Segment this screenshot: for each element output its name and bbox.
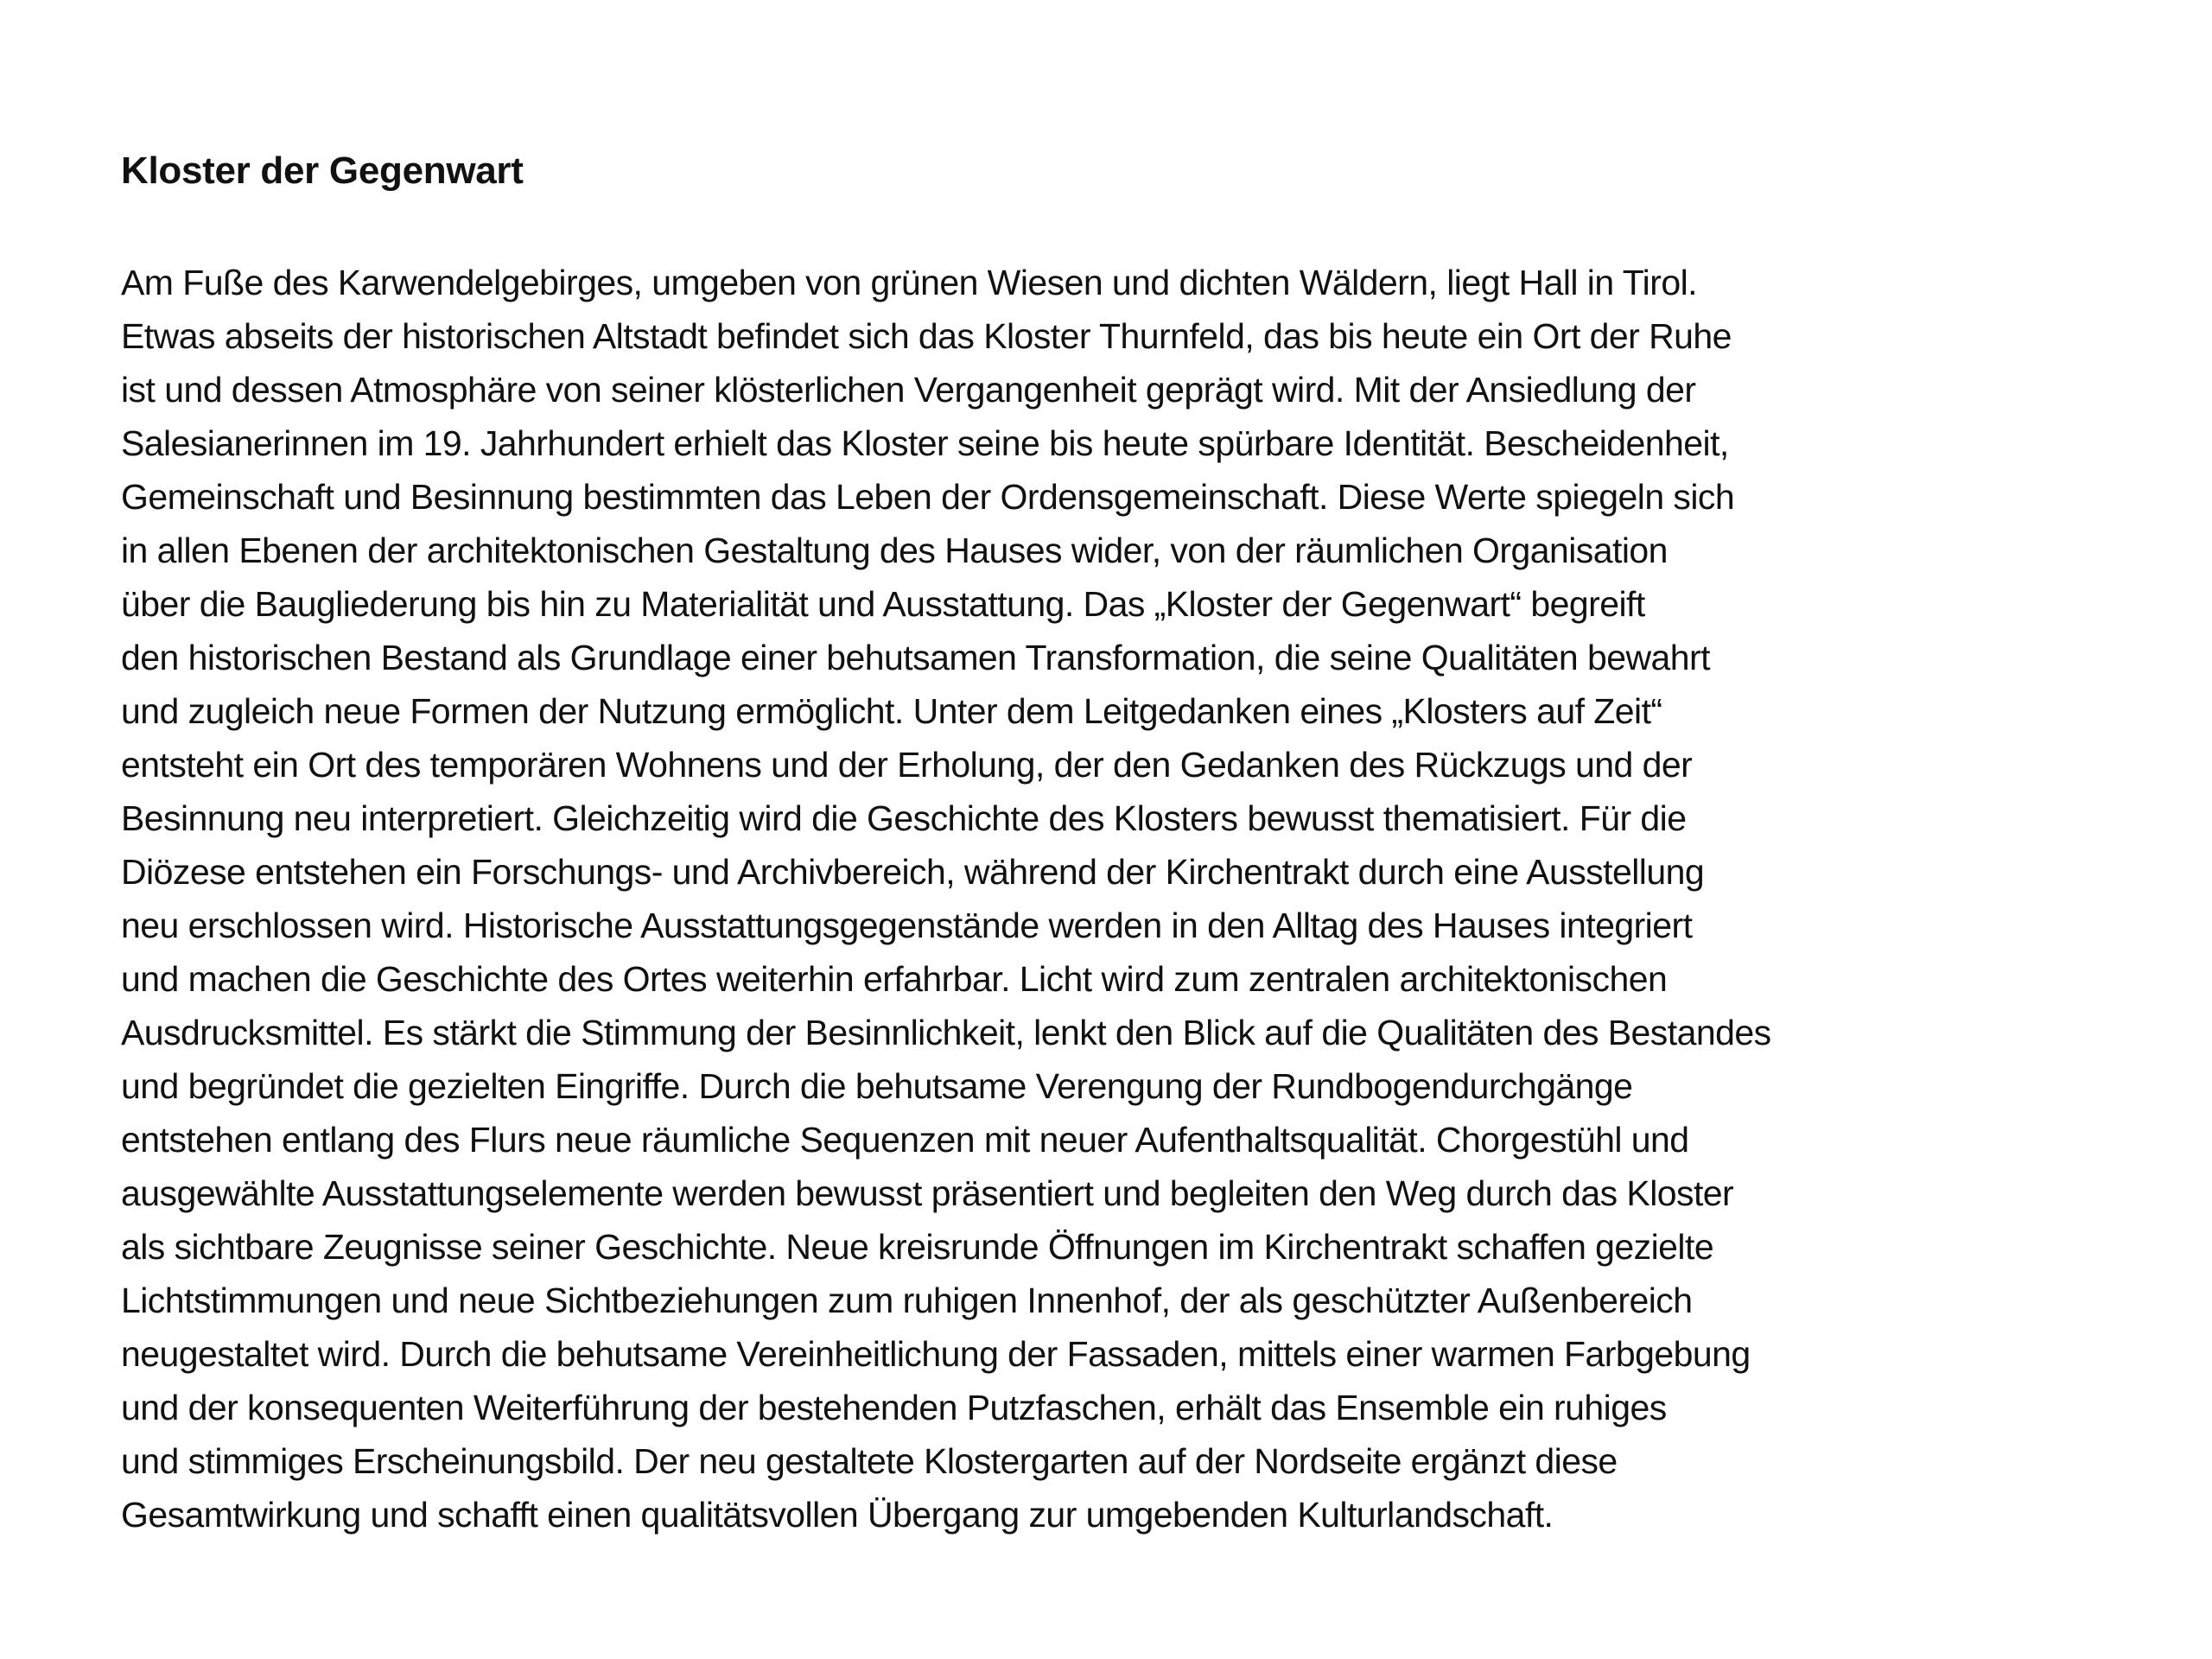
paragraph-line: Am Fuße des Karwendelgebirges, umgeben von grünen Wiesen und dichten Wäldern, liegt Hall in Tirol. xyxy=(121,263,1697,302)
paragraph-line: entstehen entlang des Flurs neue räumliche Sequenzen mit neuer Aufenthaltsqualität. Chorgestühl und xyxy=(121,1120,1689,1160)
paragraph-line: Gesamtwirkung und schafft einen qualitätsvollen Übergang zur umgebenden Kulturlandschaft. xyxy=(121,1495,1554,1535)
paragraph-line: Ausdrucksmittel. Es stärkt die Stimmung der Besinnlichkeit, lenkt den Blick auf die Qualitäten des Bestandes xyxy=(121,1013,1771,1052)
paragraph-line: den historischen Bestand als Grundlage einer behutsamen Transformation, die seine Qualitäten bewahrt xyxy=(121,638,1710,677)
paragraph-line: neugestaltet wird. Durch die behutsame Vereinheitlichung der Fassaden, mittels einer warmen Farbgebung xyxy=(121,1334,1751,1374)
paragraph-line: und der konsequenten Weiterführung der bestehenden Putzfaschen, erhält das Ensemble ein ruhiges xyxy=(121,1388,1667,1427)
paragraph-line: entsteht ein Ort des temporären Wohnens und der Erholung, der den Gedanken des Rückzugs und der xyxy=(121,745,1693,785)
paragraph-line: Gemeinschaft und Besinnung bestimmten das Leben der Ordensgemeinschaft. Diese Werte spiegeln sich xyxy=(121,477,1735,517)
document-title: Kloster der Gegenwart xyxy=(121,149,524,192)
paragraph-line: über die Baugliederung bis hin zu Materialität und Ausstattung. Das „Kloster der Gegenwart“ begreift xyxy=(121,584,1645,624)
paragraph-line: in allen Ebenen der architektonischen Gestaltung des Hauses wider, von der räumlichen Organisation xyxy=(121,531,1668,570)
paragraph-line: und machen die Geschichte des Ortes weiterhin erfahrbar. Licht wird zum zentralen architektonischen xyxy=(121,959,1668,999)
paragraph-line: als sichtbare Zeugnisse seiner Geschichte. Neue kreisrunde Öffnungen im Kirchentrakt schaffen gezielte xyxy=(121,1227,1714,1267)
paragraph-line: neu erschlossen wird. Historische Ausstattungsgegenstände werden in den Alltag des Hauses integriert xyxy=(121,906,1693,945)
paragraph-line: Besinnung neu interpretiert. Gleichzeitig wird die Geschichte des Klosters bewusst thematisiert. Für die xyxy=(121,798,1687,838)
paragraph-line: Diözese entstehen ein Forschungs- und Archivbereich, während der Kirchentrakt durch eine Ausstellung xyxy=(121,852,1705,892)
paragraph-line: Lichtstimmungen und neue Sichtbeziehungen zum ruhigen Innenhof, der als geschützter Außenbereich xyxy=(121,1281,1693,1320)
paragraph-line: Etwas abseits der historischen Altstadt befindet sich das Kloster Thurnfeld, das bis heute ein Ort der Ruhe xyxy=(121,316,1732,356)
body-paragraph xyxy=(121,256,2134,1541)
document-page xyxy=(121,147,2134,1541)
paragraph-line: ausgewählte Ausstattungselemente werden bewusst präsentiert und begleiten den Weg durch das Kloster xyxy=(121,1173,1734,1213)
paragraph-line: und stimmiges Erscheinungsbild. Der neu gestaltete Klostergarten auf der Nordseite ergänzt diese xyxy=(121,1441,1618,1481)
paragraph-line: ist und dessen Atmosphäre von seiner klösterlichen Vergangenheit geprägt wird. Mit der Ansiedlung der xyxy=(121,370,1696,410)
paragraph-line: Salesianerinnen im 19. Jahrhundert erhielt das Kloster seine bis heute spürbare Identität. Bescheidenheit, xyxy=(121,423,1729,463)
paragraph-line: und begründet die gezielten Eingriffe. Durch die behutsame Verengung der Rundbogendurchgänge xyxy=(121,1066,1633,1106)
paragraph-line: und zugleich neue Formen der Nutzung ermöglicht. Unter dem Leitgedanken eines „Klosters auf Zeit“ xyxy=(121,691,1662,731)
